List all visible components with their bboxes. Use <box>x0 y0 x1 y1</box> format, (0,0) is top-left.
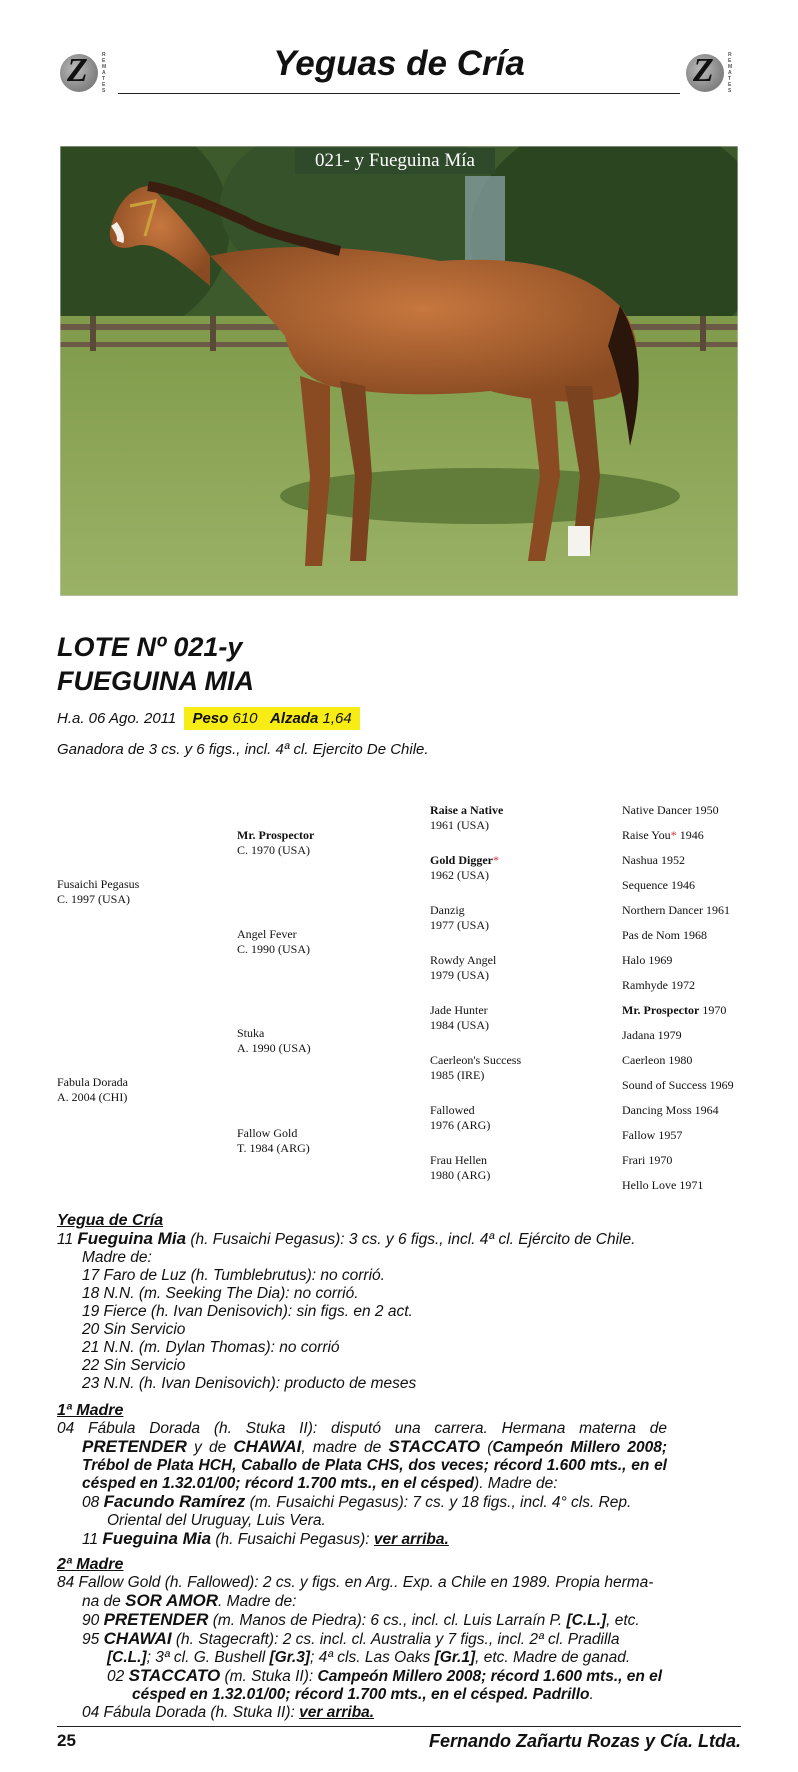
entry-text: , etc. <box>606 1612 640 1629</box>
entry-text: 04 Fábula Dorada (h. Stuka II): disputó una carrera. Hermana materna de <box>57 1420 667 1437</box>
race-tag: [Gr.1] <box>434 1649 476 1666</box>
entry-year: 11 <box>57 1231 78 1248</box>
pedigree-name: Nashua 1952 <box>622 853 685 867</box>
pedigree-info: 1977 (USA) <box>430 918 489 932</box>
logo-letter: Z <box>67 52 88 89</box>
pedigree-name: Pas de Nom 1968 <box>622 928 707 942</box>
lote-meta <box>57 710 360 727</box>
birth-date: H.a. 06 Ago. 2011 <box>57 710 177 727</box>
entry-text: y de <box>186 1439 234 1456</box>
ancestor-year: 1970 <box>699 1003 727 1017</box>
section-segunda-madre <box>57 1556 667 1722</box>
pedigree-name: Ramhyde 1972 <box>622 978 695 992</box>
page-number: 25 <box>57 1731 76 1750</box>
pedigree-g2 <box>237 1126 310 1156</box>
section-heading: 2ª Madre <box>57 1556 124 1573</box>
ver-arriba-link[interactable]: ver arriba. <box>373 1531 449 1548</box>
pedigree-name: Sequence 1946 <box>622 878 695 892</box>
footer-rule <box>57 1726 741 1727</box>
pedigree-g4 <box>622 798 734 1198</box>
entry-text: . <box>589 1686 594 1703</box>
pedigree-name: Rowdy Angel <box>430 953 497 967</box>
entry-year: 90 <box>82 1612 104 1629</box>
produce-line: 21 N.N. (m. Dylan Thomas): no corrió <box>82 1339 340 1356</box>
produce-line <box>57 1667 667 1704</box>
peso-label: Peso <box>192 710 229 727</box>
lote-number: LOTE Nº 021-y <box>57 632 243 662</box>
pedigree-name: Danzig <box>430 903 465 917</box>
entry-text: , etc. Madre de ganad. <box>475 1649 631 1666</box>
entry-name: CHAWAI <box>103 1629 172 1648</box>
pedigree-name: Caerleon 1980 <box>622 1053 693 1067</box>
entry-text: (m. Stuka II): <box>220 1668 318 1685</box>
pedigree-dam <box>57 1075 128 1105</box>
entry-name: CHAWAI <box>233 1437 302 1456</box>
ancestor-year: 1946 <box>676 828 704 842</box>
entry-text: 84 Fallow Gold (h. Fallowed): 2 cs. y figs. en Arg.. Exp. a Chile en 1989. Propia herma-na de <box>57 1574 654 1610</box>
ancestor-name: Mr. Prospector <box>622 1003 700 1017</box>
import-star: * <box>670 828 677 842</box>
entry-name: PRETENDER <box>82 1437 187 1456</box>
section-heading: Yegua de Cría <box>57 1212 164 1229</box>
alzada-value: 1,64 <box>322 710 352 727</box>
pedigree-name: Stuka <box>237 1026 265 1040</box>
pedigree-name: Gold Digger <box>430 853 493 867</box>
entry-highlight: Campeón Millero 2008; récord 1.600 mts., en el césped en 1.32.01/00; récord 1.700 mts., en el césped. Padrillo <box>132 1668 663 1703</box>
entry-name: Facundo Ramírez <box>103 1492 246 1511</box>
pedigree-name: Fallow 1957 <box>622 1128 683 1142</box>
pedigree-name: Frari 1970 <box>622 1153 673 1167</box>
pedigree-name: Frau Hellen <box>430 1153 487 1167</box>
pedigree-info: C. 1990 (USA) <box>237 942 311 956</box>
entry-name: Fueguina Mia <box>102 1529 212 1548</box>
madre-de-label: Madre de: <box>82 1249 152 1266</box>
section-heading: 1ª Madre <box>57 1402 124 1419</box>
entry-name: STACCATO <box>388 1437 481 1456</box>
header-rule <box>118 93 680 94</box>
ancestor-name: Raise You <box>622 828 671 842</box>
ver-arriba-link[interactable]: ver arriba. <box>299 1704 375 1721</box>
alzada-label: Alzada <box>270 710 319 727</box>
produce-line: 19 Fierce (h. Ivan Denisovich): sin figs. en 2 act. <box>82 1303 413 1320</box>
pedigree-g3 <box>430 953 496 983</box>
pedigree-g3 <box>430 853 499 883</box>
race-tag: [C.L.] <box>107 1649 147 1666</box>
page-title: Yeguas de Cría <box>273 44 525 83</box>
race-record: Ganadora de 3 cs. y 6 figs., incl. 4ª cl. Ejercito De Chile. <box>57 741 429 758</box>
pedigree-name: Jade Hunter <box>430 1003 488 1017</box>
entry-text: (h. Fusaichi Pegasus): <box>211 1531 374 1548</box>
entry-text: ; 3ª cl. G. Bushell <box>146 1649 270 1666</box>
pedigree-name: Jadana 1979 <box>622 1028 682 1042</box>
pedigree-name: Mr. Prospector <box>237 828 315 842</box>
pedigree-name: Fallowed <box>430 1103 475 1117</box>
pedigree-g3 <box>430 903 489 933</box>
produce-line <box>57 1704 667 1722</box>
horse-illustration <box>60 146 738 596</box>
produce-line <box>57 1493 667 1530</box>
pedigree-info: C. 1997 (USA) <box>57 892 131 906</box>
measures-highlight <box>184 707 359 730</box>
photo-caption: 021- y Fueguina Mía <box>295 148 495 174</box>
pedigree-name: Angel Fever <box>237 927 297 941</box>
pedigree-info: T. 1984 (ARG) <box>237 1141 310 1155</box>
produce-line <box>57 1530 667 1549</box>
pedigree-name: Fusaichi Pegasus <box>57 877 140 891</box>
section-primera-madre <box>57 1402 667 1549</box>
pedigree-name: Northern Dancer 1961 <box>622 903 730 917</box>
pedigree-g3 <box>430 1103 490 1133</box>
produce-line <box>57 1630 667 1667</box>
entry-year: 08 <box>82 1494 104 1511</box>
section-yegua-de-cria <box>57 1212 667 1393</box>
lote-title <box>57 630 254 698</box>
horse-name: FUEGUINA MIA <box>57 666 254 696</box>
madre1-paragraph: 04 Fábula Dorada (h. Stuka II): disputó una carrera. Hermana materna de PRETENDER y de CHAWAI, madre de STACCATO (Campeón Millero 2008; Trébol de Plata HCH, Caballo de Plata CHS, dos veces; récord 1.600 mts., en el césped en 1.32.01/00; récord 1.700 mts., en el césped). Madre de: <box>57 1420 668 1492</box>
pedigree-name: Hello Love 1971 <box>622 1178 704 1192</box>
produce-line: 22 Sin Servicio <box>82 1357 186 1374</box>
entry-text: (m. Fusaichi Pegasus): 7 cs. y 18 figs., incl. 4° cls. Rep. Oriental del Uruguay, Luis Vera. <box>107 1494 632 1529</box>
entry-text: 04 Fábula Dorada (h. Stuka II): <box>82 1704 300 1721</box>
pedigree-g3 <box>430 1003 489 1033</box>
entry-year: 95 <box>82 1631 104 1648</box>
entry-name: SOR AMOR <box>125 1591 218 1610</box>
pedigree-name: Fallow Gold <box>237 1126 298 1140</box>
import-star: * <box>493 853 499 867</box>
pedigree-info: 1985 (IRE) <box>430 1068 485 1082</box>
pedigree-g2 <box>237 927 310 957</box>
entry-text: . Madre de: <box>217 1593 297 1610</box>
pedigree-name: Raise a Native <box>430 803 504 817</box>
entry-year: 11 <box>82 1531 103 1548</box>
pedigree-info: 1984 (USA) <box>430 1018 489 1032</box>
pedigree-info: 1979 (USA) <box>430 968 489 982</box>
pedigree-sire <box>57 877 139 907</box>
race-tag: [C.L.] <box>566 1612 607 1629</box>
pedigree-g3 <box>430 1053 521 1083</box>
entry-text: (h. Fusaichi Pegasus): 3 cs. y 6 figs., incl. 4ª cl. Ejército de Chile. <box>186 1231 636 1248</box>
produce-line: 23 N.N. (h. Ivan Denisovich): producto de meses <box>82 1375 417 1392</box>
pedigree-name <box>622 998 734 1023</box>
entry-text: (h. Stagecraft): 2 cs. incl. cl. Australia y 7 figs., incl. 2ª cl. Pradilla <box>171 1631 620 1648</box>
pedigree-name: Native Dancer 1950 <box>622 803 719 817</box>
madre2-paragraph <box>57 1574 667 1611</box>
pedigree-name: Caerleon's Success <box>430 1053 522 1067</box>
pedigree-g2 <box>237 1026 311 1056</box>
pedigree-info: C. 1970 (USA) <box>237 843 311 857</box>
entry-name: PRETENDER <box>103 1610 209 1629</box>
entry-name: STACCATO <box>128 1666 221 1685</box>
logo-vertical-text: REMATES <box>728 52 733 94</box>
pedigree-info: 1976 (ARG) <box>430 1118 491 1132</box>
pedigree-info: 1961 (USA) <box>430 818 489 832</box>
peso-value: 610 <box>232 710 258 727</box>
entry-name: Fueguina Mia <box>77 1229 187 1248</box>
pedigree-name: Sound of Success 1969 <box>622 1078 734 1092</box>
race-tag: [Gr.3] <box>269 1649 310 1666</box>
pedigree-info: A. 2004 (CHI) <box>57 1090 128 1104</box>
pedigree-name <box>622 823 734 848</box>
entry-text: ; 4ª cls. Las Oaks <box>310 1649 435 1666</box>
produce-line: 18 N.N. (m. Seeking The Dia): no corrió. <box>82 1285 359 1302</box>
firm-name: Fernando Zañartu Rozas y Cía. Ltda. <box>428 1731 741 1751</box>
produce-line: 17 Faro de Luz (h. Tumblebrutus): no corrió. <box>82 1267 385 1284</box>
entry-year: 02 <box>107 1668 129 1685</box>
entry-text: ). Madre de: <box>474 1475 558 1492</box>
lead-entry <box>57 1230 667 1249</box>
pedigree-info: A. 1990 (USA) <box>237 1041 311 1055</box>
pedigree-g3 <box>430 803 503 833</box>
pedigree-name: Fabula Dorada <box>57 1075 128 1089</box>
produce-line <box>57 1611 667 1630</box>
logo-letter: Z <box>693 52 714 89</box>
pedigree-g3 <box>430 1153 490 1183</box>
entry-highlight: Campeón Millero 2008; Trébol de Plata HCH, Caballo de Plata CHS, dos veces; récord 1.600 mts., en el césped en 1.32.01/00; récord 1.700 mts., en el césped <box>82 1439 668 1492</box>
entry-text: , madre de <box>301 1439 389 1456</box>
pedigree-info: 1980 (ARG) <box>430 1168 491 1182</box>
logo-vertical-text: REMATES <box>102 52 107 94</box>
produce-line: 20 Sin Servicio <box>82 1321 186 1338</box>
pedigree-g2 <box>237 828 314 858</box>
horse-photo <box>60 146 738 596</box>
pedigree-info: 1962 (USA) <box>430 868 489 882</box>
pedigree-name: Halo 1969 <box>622 953 673 967</box>
pedigree-name: Dancing Moss 1964 <box>622 1103 719 1117</box>
entry-text: (m. Manos de Piedra): 6 cs., incl. cl. Luis Larraín P. <box>208 1612 567 1629</box>
